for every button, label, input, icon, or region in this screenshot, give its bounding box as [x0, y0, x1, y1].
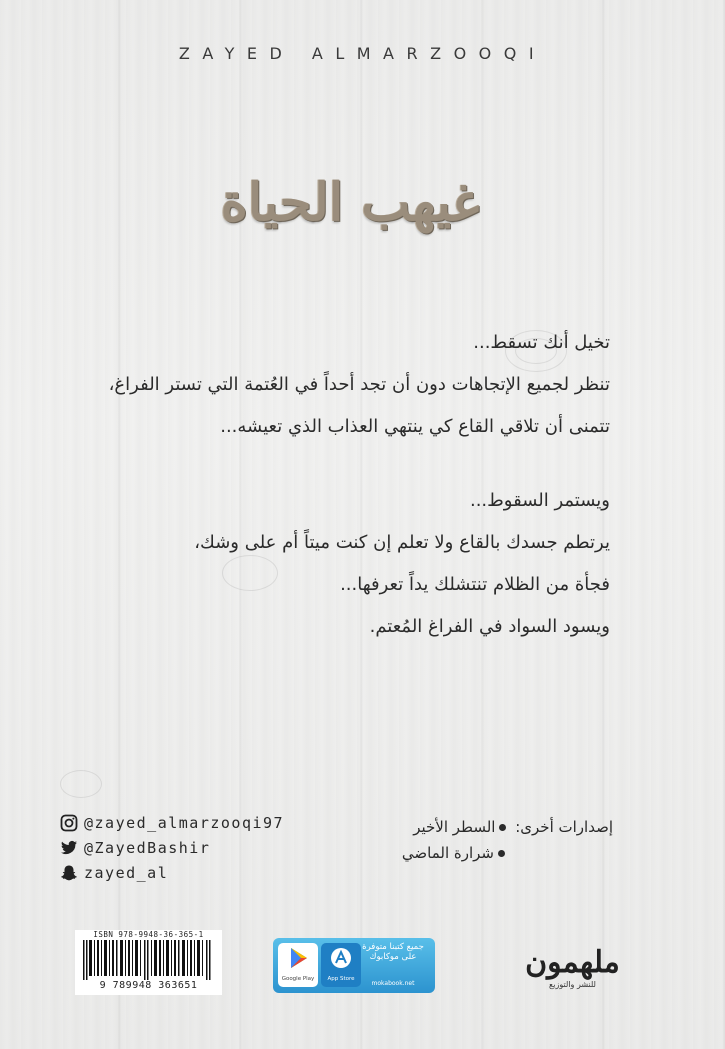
other-works-label: إصدارات أخرى: [515, 818, 613, 836]
google-play-icon [278, 943, 318, 975]
app-store-icon [321, 943, 361, 975]
store-text: جميع كتبنا متوفرة على موكابوك [362, 942, 424, 962]
barcode-icon [75, 940, 222, 980]
social-links [60, 812, 284, 887]
publisher-name: ملهمون [525, 945, 620, 980]
twitter-link[interactable] [60, 837, 284, 859]
passage-line: تنظر لجميع الإتجاهات دون أن تجد أحداً في العُتمة التي تستر الفراغ، [108, 374, 610, 395]
publisher-subtitle: للنشر والتوزيع [548, 980, 596, 989]
store-badge[interactable] [273, 938, 435, 993]
other-work-title: السطر الأخير [413, 818, 496, 836]
passage-line: تخيل أنك تسقط... [473, 332, 610, 353]
bullet-icon [498, 850, 505, 857]
barcode-number: 9 789948 363651 [99, 980, 198, 991]
instagram-handle: @zayed_almarzooqi97 [84, 814, 285, 832]
isbn-label: ISBN 978-9948-36-365-1 [93, 930, 204, 939]
passage-one [90, 322, 610, 448]
passage-two [90, 480, 610, 648]
passage-line: فجأة من الظلام تنتشلك يداً تعرفها... [340, 574, 610, 595]
app-store-badge[interactable] [321, 943, 361, 987]
bullet-icon [499, 824, 506, 831]
app-store-label: App Store [327, 976, 355, 982]
passage-line: تتمنى أن تلاقي القاع كي ينتهي العذاب الذي تعيشه... [220, 416, 610, 437]
book-title: غيهب الحياة [220, 172, 480, 233]
author-name: ZAYED ALMARZOOQI [178, 44, 547, 63]
google-play-label: Google Play [281, 976, 315, 982]
wood-knot [60, 770, 102, 798]
snapchat-handle: zayed_al [84, 864, 169, 882]
passage-line: يرتطم جسدك بالقاع ولا تعلم إن كنت ميتاً أم على وشك، [194, 532, 610, 553]
twitter-handle: @ZayedBashir [84, 839, 211, 857]
passage-line: ويسود السواد في الفراغ المُعتم. [369, 616, 610, 637]
other-work-title: شرارة الماضي [401, 844, 494, 862]
google-play-badge[interactable] [278, 943, 318, 987]
twitter-icon [60, 839, 78, 857]
passage-line: ويستمر السقوط... [469, 490, 610, 511]
store-url[interactable]: mokabook.net [371, 980, 415, 987]
publisher-logo [490, 946, 655, 992]
snapchat-icon [60, 864, 78, 882]
isbn-barcode [75, 930, 222, 995]
other-works-row [402, 814, 613, 840]
instagram-link[interactable] [60, 812, 284, 834]
snapchat-link[interactable] [60, 862, 284, 884]
instagram-icon [60, 814, 78, 832]
other-works-row [402, 840, 509, 866]
other-works [402, 814, 613, 866]
